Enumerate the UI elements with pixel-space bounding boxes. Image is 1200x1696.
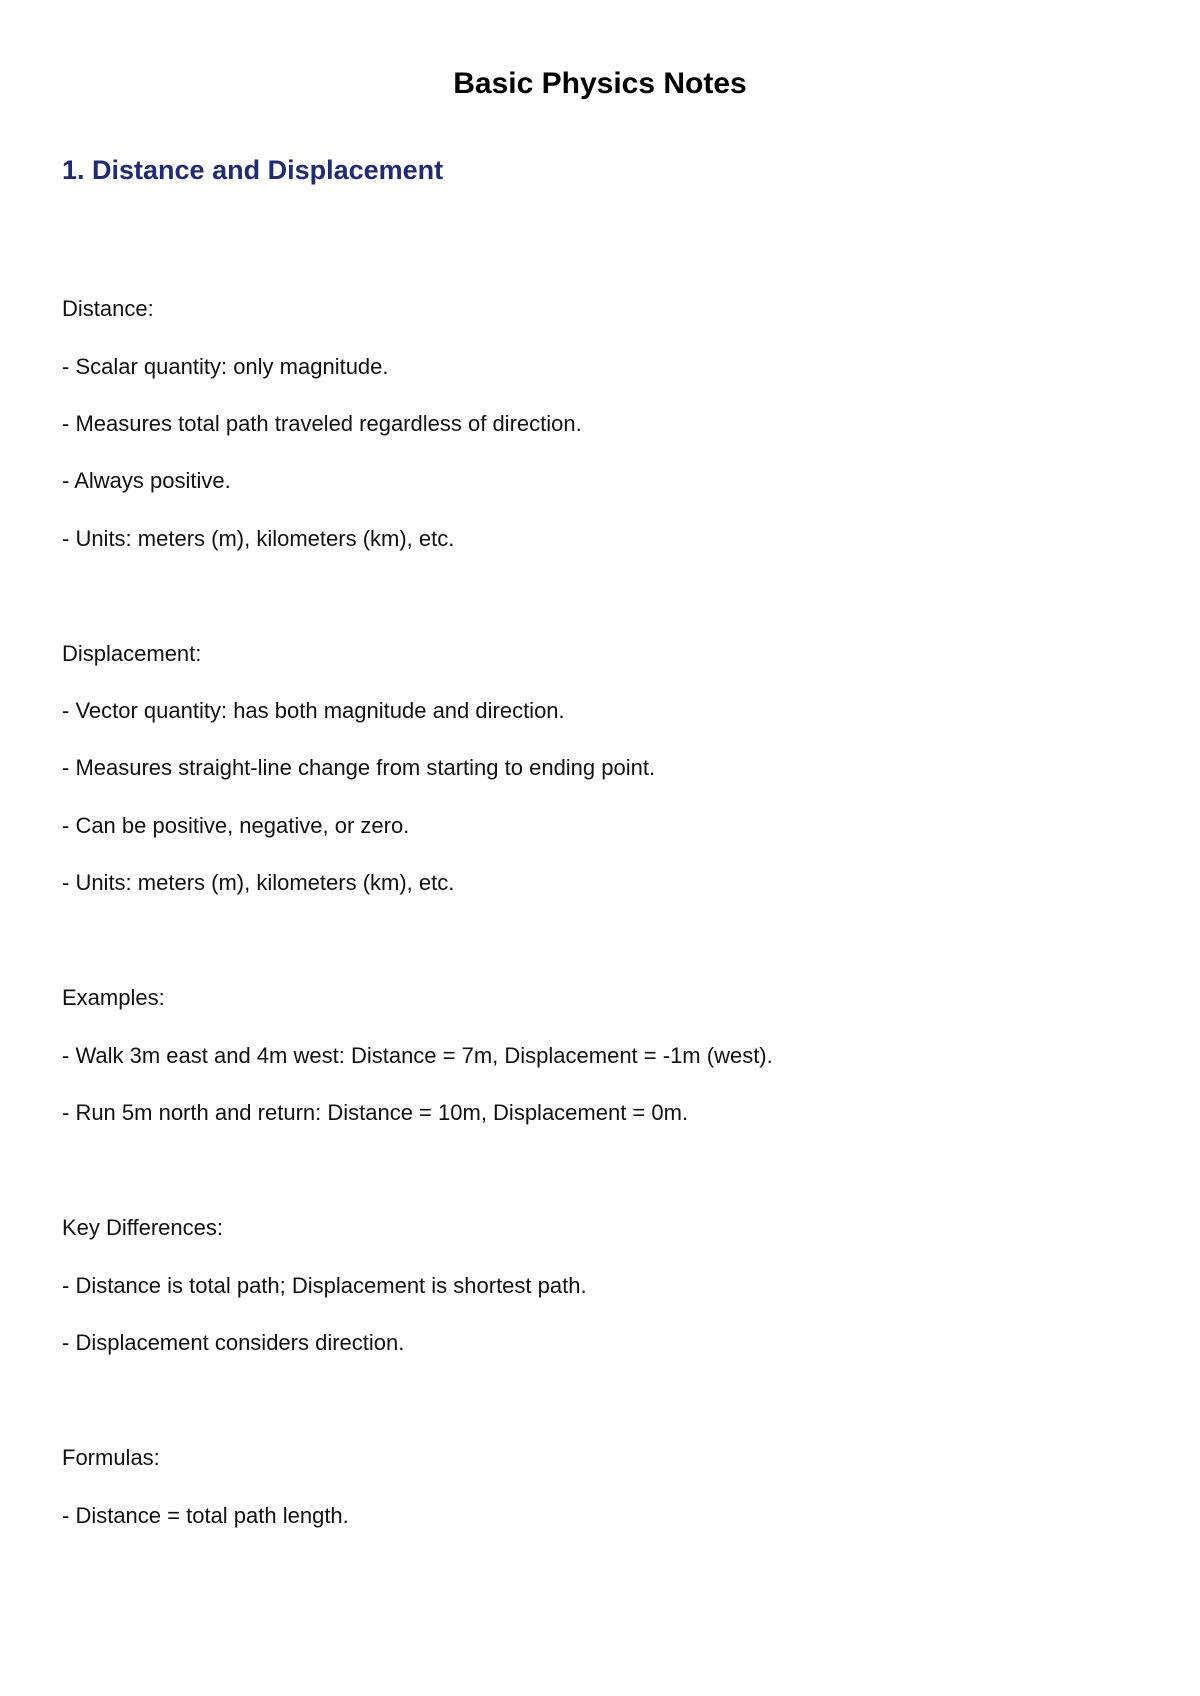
formulas-label: Formulas:	[62, 1445, 160, 1470]
examples-label: Examples:	[62, 985, 165, 1010]
distance-label: Distance:	[62, 296, 154, 321]
displacement-item: - Vector quantity: has both magnitude and direction.	[62, 698, 565, 723]
key-differences-label: Key Differences:	[62, 1215, 224, 1240]
key-differences-item: - Displacement considers direction.	[62, 1330, 405, 1355]
examples-item: - Walk 3m east and 4m west: Distance = 7m, Displacement = -1m (west).	[62, 1043, 773, 1068]
displacement-label: Displacement:	[62, 641, 202, 666]
displacement-item: - Measures straight-line change from starting to ending point.	[62, 755, 656, 780]
document-title: Basic Physics Notes	[453, 67, 747, 100]
key-differences-item: - Distance is total path; Displacement is shortest path.	[62, 1273, 587, 1298]
distance-item: - Always positive.	[62, 468, 231, 493]
distance-item: - Units: meters (m), kilometers (km), etc.	[62, 526, 455, 551]
section-heading: 1. Distance and Displacement	[62, 155, 444, 185]
distance-item: - Measures total path traveled regardless of direction.	[62, 411, 582, 436]
displacement-item: - Can be positive, negative, or zero.	[62, 813, 410, 838]
displacement-item: - Units: meters (m), kilometers (km), etc.	[62, 870, 455, 895]
distance-item: - Scalar quantity: only magnitude.	[62, 354, 389, 379]
formulas-item: - Distance = total path length.	[62, 1503, 349, 1528]
examples-item: - Run 5m north and return: Distance = 10m, Displacement = 0m.	[62, 1100, 689, 1125]
